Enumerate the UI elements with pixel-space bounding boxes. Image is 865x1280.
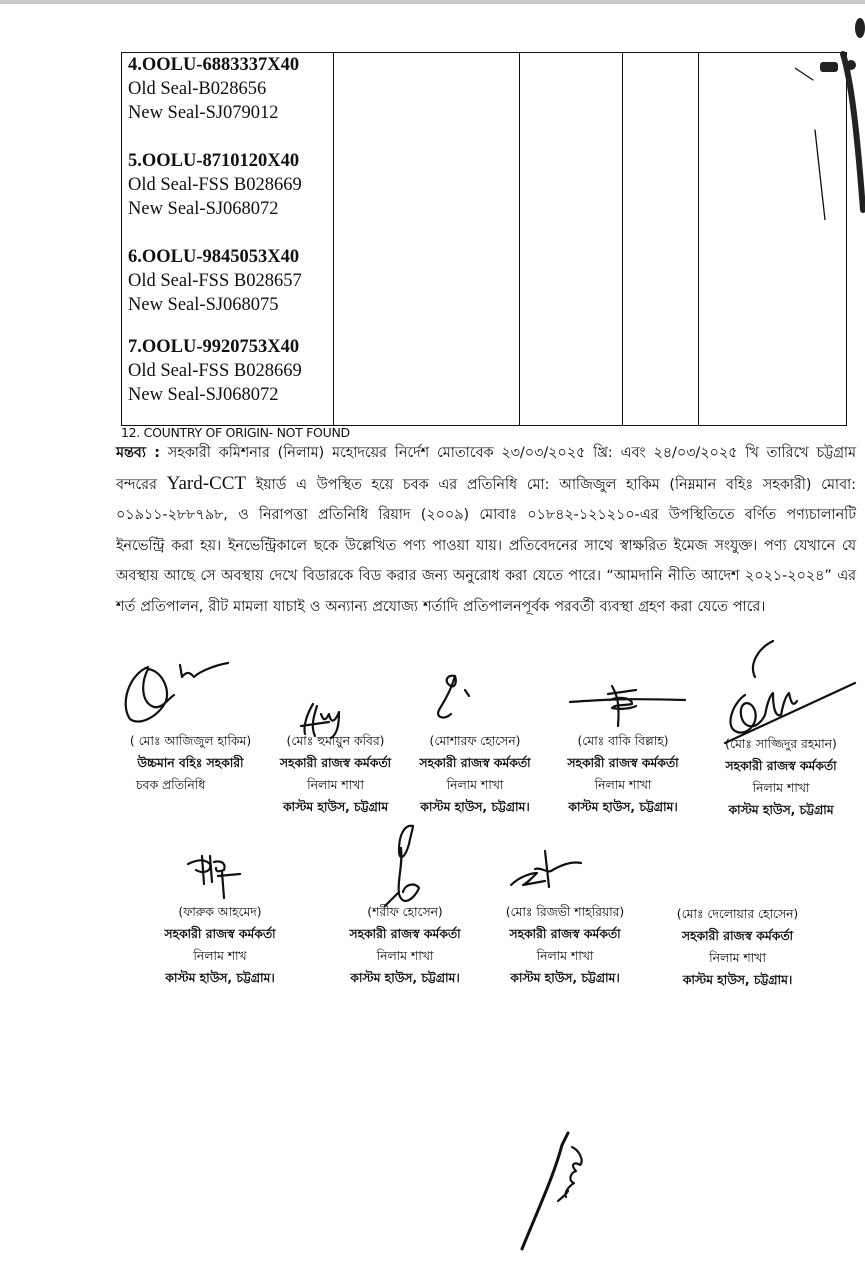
container-table xyxy=(121,52,847,426)
signatory-designation: উচ্চমান বহিঃ সহকারী xyxy=(137,756,244,770)
signatory xyxy=(140,901,300,989)
signatory-office: কাস্টম হাউস, চট্টগ্রাম। xyxy=(510,971,620,985)
old-seal: Old Seal-B028656 xyxy=(128,79,267,99)
signatory-name: (মোঃ হুমায়ুন কবির) xyxy=(286,734,385,748)
signatory-branch: নিলাম শাখা xyxy=(536,949,594,963)
signatory-branch: নিলাম শাখা xyxy=(307,778,364,792)
container-entry xyxy=(128,245,333,317)
container-id: 4.OOLU-6883337X40 xyxy=(128,55,300,75)
signatory-name: (ফারুক আহমেদ) xyxy=(178,905,262,919)
table-column-divider xyxy=(698,53,699,425)
top-scan-edge xyxy=(0,0,865,4)
signatory-name: (মোঃ সাজ্জিদুর রহমান) xyxy=(725,737,837,751)
signatory-office: কাস্টম হাউস, চট্টগ্রাম। xyxy=(350,971,460,985)
country-of-origin: 12. COUNTRY OF ORIGIN- NOT FOUND xyxy=(121,425,350,440)
signatory-office: কাস্টম হাউস, চট্টগ্রাম। xyxy=(165,971,275,985)
signature-8 xyxy=(505,845,585,890)
container-entry xyxy=(128,335,333,407)
signatory xyxy=(485,901,645,989)
signatory-designation: সহকারী রাজস্ব কর্মকর্তা xyxy=(509,927,621,941)
remarks-text-2: ইয়ার্ড এ উপস্থিত হয়ে চবক এর প্রতিনিধি মো: আজিজুল হাকিম (নিম্নমান বহিঃ সহকারী) মোবা: ০১৯১১-২৮৮৭৯৮, ও নিরাপত্তা প্রতিনিধি রিয়াদ (২০০৯) মোবাঃ ০১৮৪২-১২১২১০-এর উপস্থিতিতে বর্ণিত পণ্যচালানটি ইনভেন্ট্রি করা হয়। ইনভেন্ট্রিকালে ছকে উল্লেখিত পণ্য পাওয়া যায়। প্রতিবেদনের সাথে স্বাক্ষরিত ইমেজ সংযুক্ত। পণ্য যেখানে যে অবস্থায় আছে সে অবস্থায় দেখে বিডারকে বিড করার জন্য অনুরোধ করা যেতে পারে। “আমদানি নীতি আদেশ ২০২১-২০২৪” এর শর্ত প্রতিপালন, রীট মামলা যাচাই ও অন্যান্য প্রযোজ্য শর্তাদি প্রতিপালনপূর্বক পরবর্তী ব্যবস্থা গ্রহণ করা যেতে পারে। xyxy=(116,476,856,615)
signatory-branch: নিলাম শাখা xyxy=(376,949,434,963)
signatory-name: ( মোঃ আজিজুল হাকিম) xyxy=(129,734,252,748)
signatory-branch: নিলাম শাখা xyxy=(752,781,810,795)
old-seal: Old Seal-FSS B028669 xyxy=(128,361,302,381)
signatory-office: কাস্টম হাউস, চট্টগ্রাম। xyxy=(682,973,793,987)
signatory-office: কাস্টম হাউস, চট্টগ্রাম। xyxy=(420,800,530,814)
handwritten-initial xyxy=(510,1125,590,1255)
scan-speck xyxy=(820,62,838,72)
signature-1 xyxy=(118,655,238,730)
signature-4 xyxy=(560,680,690,730)
signatory-designation: সহকারী রাজস্ব কর্মকর্তা xyxy=(419,756,531,770)
remarks-paragraph xyxy=(116,438,856,622)
scan-speck xyxy=(846,60,856,70)
signatory-office: কাস্টম হাউস, চট্টগ্রাম। xyxy=(568,800,678,814)
signatory-branch: নিলাম শাখা xyxy=(594,778,652,792)
signature-3 xyxy=(425,670,485,730)
remarks-text-1: সহকারী কমিশনার (নিলাম) মহোদয়ের নির্দেশ মোতাবেক ২৩/০৩/২০২৫ খ্রি: এবং ২৪/০৩/২০২৫ খি তারিখে চট্টগ্রাম বন্দরের xyxy=(116,445,856,493)
signatory-designation: সহকারী রাজস্ব কর্মকর্তা xyxy=(164,927,276,941)
old-seal: Old Seal-FSS B028657 xyxy=(128,271,302,291)
table-column-divider xyxy=(333,53,334,425)
table-column-divider xyxy=(622,53,623,425)
signatory-branch: নিলাম শাখ xyxy=(193,949,247,963)
signatory xyxy=(553,730,693,818)
container-id: 6.OOLU-9845053X40 xyxy=(128,247,300,267)
signatory-branch: নিলাম শাখা xyxy=(446,778,504,792)
scan-speck xyxy=(855,18,865,38)
signatory-name: (শরীফ হোসেন) xyxy=(367,905,443,919)
signatory-name: (মোঃ বাকি বিল্লাহ) xyxy=(577,734,669,748)
signatory xyxy=(655,903,820,991)
signatory xyxy=(405,730,545,818)
container-entry xyxy=(128,149,333,221)
signatory-designation: সহকারী রাজস্ব কর্মকর্তা xyxy=(349,927,461,941)
signatory xyxy=(108,730,273,796)
signatory-office: কাস্টম হাউস, চট্টগ্রাম xyxy=(282,800,389,814)
new-seal: New Seal-SJ068072 xyxy=(128,385,279,405)
yard-name: Yard-CCT xyxy=(166,472,247,494)
signatory xyxy=(268,730,403,818)
signature-7 xyxy=(375,820,435,910)
signatory-branch: চবক প্রতিনিধি xyxy=(136,778,206,792)
signatory-designation: সহকারী রাজস্ব কর্মকর্তা xyxy=(725,759,837,773)
signatory-designation: সহকারী রাজস্ব কর্মকর্তা xyxy=(567,756,679,770)
signatory xyxy=(700,733,862,821)
table-column-divider xyxy=(519,53,520,425)
remarks-label: মন্তব্য : xyxy=(116,445,160,461)
signatory xyxy=(325,901,485,989)
container-id: 7.OOLU-9920753X40 xyxy=(128,337,300,357)
signature-6 xyxy=(182,850,252,900)
new-seal: New Seal-SJ068075 xyxy=(128,295,279,315)
new-seal: New Seal-SJ068072 xyxy=(128,199,279,219)
signatory-name: (মোঃ দেলোয়ার হোসেন) xyxy=(676,907,799,921)
container-id: 5.OOLU-8710120X40 xyxy=(128,151,300,171)
container-entry xyxy=(128,53,333,125)
new-seal: New Seal-SJ079012 xyxy=(128,103,279,123)
scan-artifact xyxy=(795,10,865,220)
old-seal: Old Seal-FSS B028669 xyxy=(128,175,302,195)
signatory-designation: সহকারী রাজস্ব কর্মকর্তা xyxy=(681,929,794,943)
signatory-name: (মোঃ রিজভী শাহরিয়ার) xyxy=(505,905,625,919)
signatory-designation: সহকারী রাজস্ব কর্মকর্তা xyxy=(279,756,392,770)
signatory-name: (মোশারফ হোসেন) xyxy=(429,734,521,748)
signatory-branch: নিলাম শাখা xyxy=(709,951,766,965)
signatory-office: কাস্টম হাউস, চট্টগ্রাম xyxy=(728,803,834,817)
signature-5 xyxy=(705,635,860,745)
